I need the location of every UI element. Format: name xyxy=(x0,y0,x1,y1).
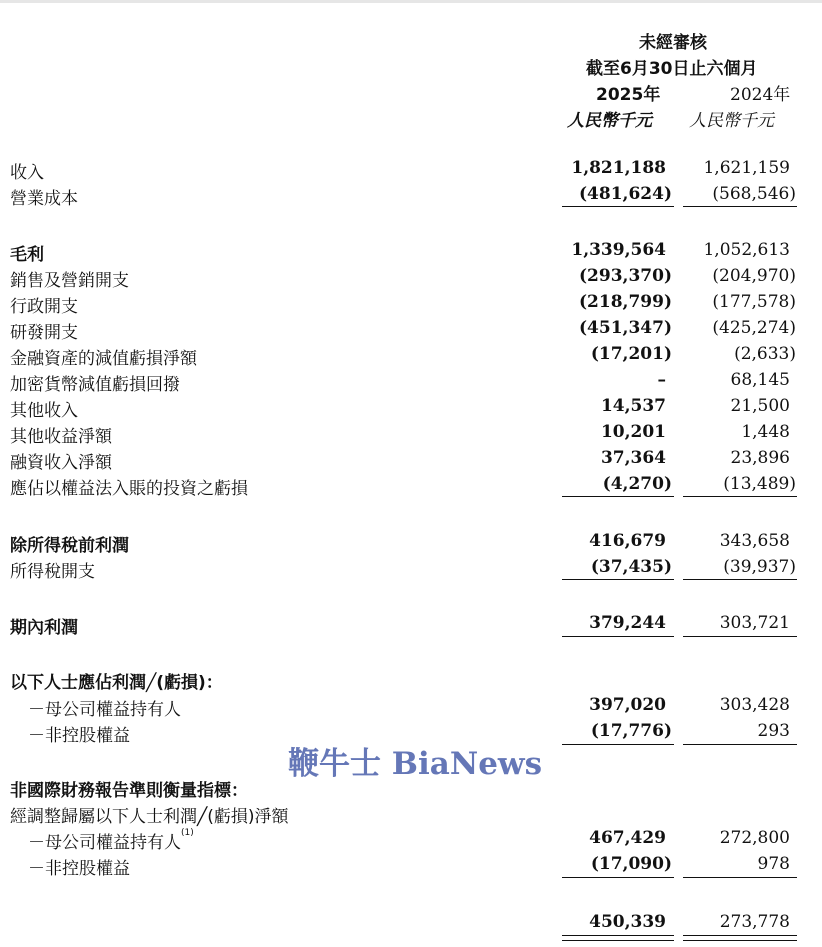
row-label: 除所得稅前利潤 xyxy=(10,536,129,556)
row-label: 金融資產的減值虧損淨額 xyxy=(10,349,197,369)
value-2025: (4,270) xyxy=(602,474,672,494)
header-audit-status: 未經審核 xyxy=(639,33,707,53)
value-2024: (177,578) xyxy=(712,292,796,312)
row-label: 行政開支 xyxy=(10,297,78,317)
row-label: －非控股權益 xyxy=(28,726,130,746)
value-2025: 10,201 xyxy=(600,422,666,442)
value-2025: (37,435) xyxy=(590,557,672,577)
subtotal-underline xyxy=(562,744,674,745)
row-label: 銷售及營銷開支 xyxy=(10,271,129,291)
watermark-logo: 鞭牛士 BiaNews xyxy=(288,746,543,782)
section-heading: 非國際財務報告準則衡量指標： xyxy=(10,781,248,801)
value-2024: (13,489) xyxy=(723,474,796,494)
header-col-2024: 2024年 xyxy=(730,85,791,105)
value-2025: (451,347) xyxy=(579,318,672,338)
header-period: 截至6月30日止六個月 xyxy=(586,59,758,79)
value-2024: 272,800 xyxy=(719,828,790,848)
value-2024: 1,052,613 xyxy=(703,240,790,260)
total-value-2025: 450,339 xyxy=(589,912,666,932)
value-2024: 978 xyxy=(757,854,790,874)
value-2025: – xyxy=(657,370,666,390)
header-col-2025: 2025年 xyxy=(596,85,661,105)
header-unit-2024: 人民幣千元 xyxy=(689,111,774,131)
value-2025: (481,624) xyxy=(579,184,672,204)
value-2025: 416,679 xyxy=(589,531,666,551)
row-label: 應佔以權益法入賬的投資之虧損 xyxy=(10,479,248,499)
header-unit-2025: 人民幣千元 xyxy=(567,111,652,131)
subtotal-underline xyxy=(683,877,797,878)
total-value-2024: 273,778 xyxy=(719,912,790,932)
value-2024: (204,970) xyxy=(712,266,796,286)
value-2025: (17,090) xyxy=(590,854,672,874)
row-label: 期內利潤 xyxy=(10,618,78,638)
subtotal-underline xyxy=(683,496,797,497)
subtotal-underline xyxy=(683,744,797,745)
value-2025: 467,429 xyxy=(589,828,666,848)
value-2024: 303,721 xyxy=(719,613,790,633)
value-2024: (568,546) xyxy=(712,184,796,204)
row-label: 融資收入淨額 xyxy=(10,453,112,473)
value-2024: (2,633) xyxy=(734,344,796,364)
value-2024: (39,937) xyxy=(723,557,796,577)
subtotal-underline xyxy=(562,579,674,580)
subtotal-underline xyxy=(562,496,674,497)
value-2024: 303,428 xyxy=(719,695,790,715)
subtotal-underline xyxy=(683,206,797,207)
total-double-underline xyxy=(683,935,797,941)
value-2025: (17,776) xyxy=(590,721,672,741)
row-label: 其他收益淨額 xyxy=(10,427,112,447)
value-2024: 293 xyxy=(757,721,790,741)
subtotal-underline xyxy=(562,206,674,207)
row-label: －母公司權益持有人$^{(1)}$ xyxy=(28,828,194,853)
top-border xyxy=(0,0,822,3)
subtotal-underline xyxy=(683,636,797,637)
value-2024: 23,896 xyxy=(730,448,790,468)
row-label: 收入 xyxy=(10,163,44,183)
row-label: 研發開支 xyxy=(10,323,78,343)
row-label: 其他收入 xyxy=(10,401,78,421)
row-label: －非控股權益 xyxy=(28,859,130,879)
total-double-underline xyxy=(562,935,674,941)
subtotal-underline xyxy=(562,877,674,878)
section-subheading: 經調整歸屬以下人士利潤╱(虧損)淨額 xyxy=(10,807,289,827)
section-heading: 以下人士應佔利潤╱(虧損)： xyxy=(10,673,223,693)
row-label: 所得稅開支 xyxy=(10,562,95,582)
value-2025: 1,339,564 xyxy=(571,240,666,260)
value-2025: 379,244 xyxy=(589,613,666,633)
value-2025: (17,201) xyxy=(590,344,672,364)
value-2025: 397,020 xyxy=(589,695,666,715)
value-2025: 1,821,188 xyxy=(571,158,666,178)
row-label: 毛利 xyxy=(10,245,44,265)
value-2025: (293,370) xyxy=(579,266,672,286)
value-2024: (425,274) xyxy=(712,318,796,338)
value-2024: 68,145 xyxy=(730,370,790,390)
row-label: 營業成本 xyxy=(10,189,78,209)
subtotal-underline xyxy=(683,579,797,580)
value-2025: 14,537 xyxy=(600,396,666,416)
value-2025: 37,364 xyxy=(600,448,666,468)
subtotal-underline xyxy=(562,636,674,637)
value-2024: 1,448 xyxy=(741,422,790,442)
footnote-marker: (1) xyxy=(181,828,194,838)
value-2024: 343,658 xyxy=(719,531,790,551)
row-label: 加密貨幣減值虧損回撥 xyxy=(10,375,180,395)
row-label: －母公司權益持有人 xyxy=(28,700,181,720)
value-2024: 1,621,159 xyxy=(703,158,790,178)
value-2024: 21,500 xyxy=(730,396,790,416)
value-2025: (218,799) xyxy=(579,292,672,312)
